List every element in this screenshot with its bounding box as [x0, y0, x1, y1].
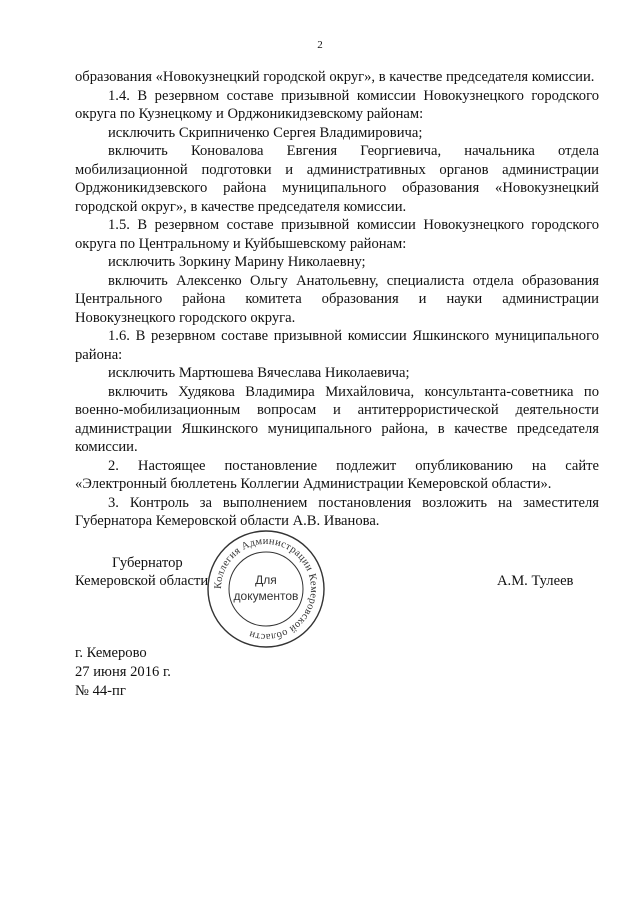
stamp-ring-text: Коллегия Администрации Кемеровской области [212, 535, 320, 643]
paragraph-1-6-exclude: исключить Мартюшева Вячеслава Николаевича; [108, 365, 410, 381]
document-number: № 44-пг [75, 683, 126, 699]
paragraph-1-4: 1.4. В резервном составе призывной комиссии Новокузнецкого городского округа по Кузнецкому и Орджоникидзевскому районам: [75, 87, 599, 122]
paragraph-1-5: 1.5. В резервном составе призывной комиссии Новокузнецкого городского округа по Центральному и Куйбышевскому районам: [75, 217, 599, 252]
paragraph-2: 2. Настоящее постановление подлежит опубликованию на сайте «Электронный бюллетень Коллегии Администрации Кемеровской области». [75, 457, 599, 492]
signature-name: А.М. Тулеев [497, 573, 574, 589]
paragraph-1-4-include: включить Коновалова Евгения Георгиевича, начальника отдела мобилизационной подготовки и административных органов администрации Орджоникидзевского района муниципального образования «Новокузнецкий городской округ», в качестве председателя комиссии. [75, 143, 599, 215]
paragraph-1-6-include: включить Худякова Владимира Михайловича, консультанта-советника по военно-мобилизационным вопросам и антитеррористической деятельности администрации Яшкинского муниципального района, в качестве председателя комиссии. [75, 383, 599, 455]
paragraph-1-3-continuation: образования «Новокузнецкий городской округ», в качестве председателя комиссии. [75, 69, 595, 85]
issue-place: г. Кемерово [75, 645, 147, 661]
paragraph-1-6: 1.6. В резервном составе призывной комиссии Яшкинского муниципального района: [75, 328, 599, 363]
paragraph-1-5-exclude: исключить Зоркину Марину Николаевну; [108, 254, 366, 270]
signature-region: Кемеровской области [75, 573, 209, 589]
stamp-center-line2: документов [233, 589, 299, 603]
issue-date: 27 июня 2016 г. [75, 664, 171, 680]
paragraph-1-4-exclude: исключить Скрипниченко Сергея Владимировича; [108, 124, 423, 141]
official-stamp [205, 528, 327, 650]
stamp-center-line1: Для [255, 573, 277, 587]
paragraph-3: 3. Контроль за выполнением постановления возложить на заместителя Губернатора Кемеровской области А.В. Иванова. [75, 494, 599, 529]
page-number: 2 [317, 39, 323, 51]
document-body [75, 68, 599, 531]
paragraph-1-5-include: включить Алексенко Ольгу Анатольевну, специалиста отдела образования Центрального района комитета образования и науки администрации Новокузнецкого городского округа. [75, 272, 599, 326]
signature-title: Губернатор [112, 555, 183, 571]
